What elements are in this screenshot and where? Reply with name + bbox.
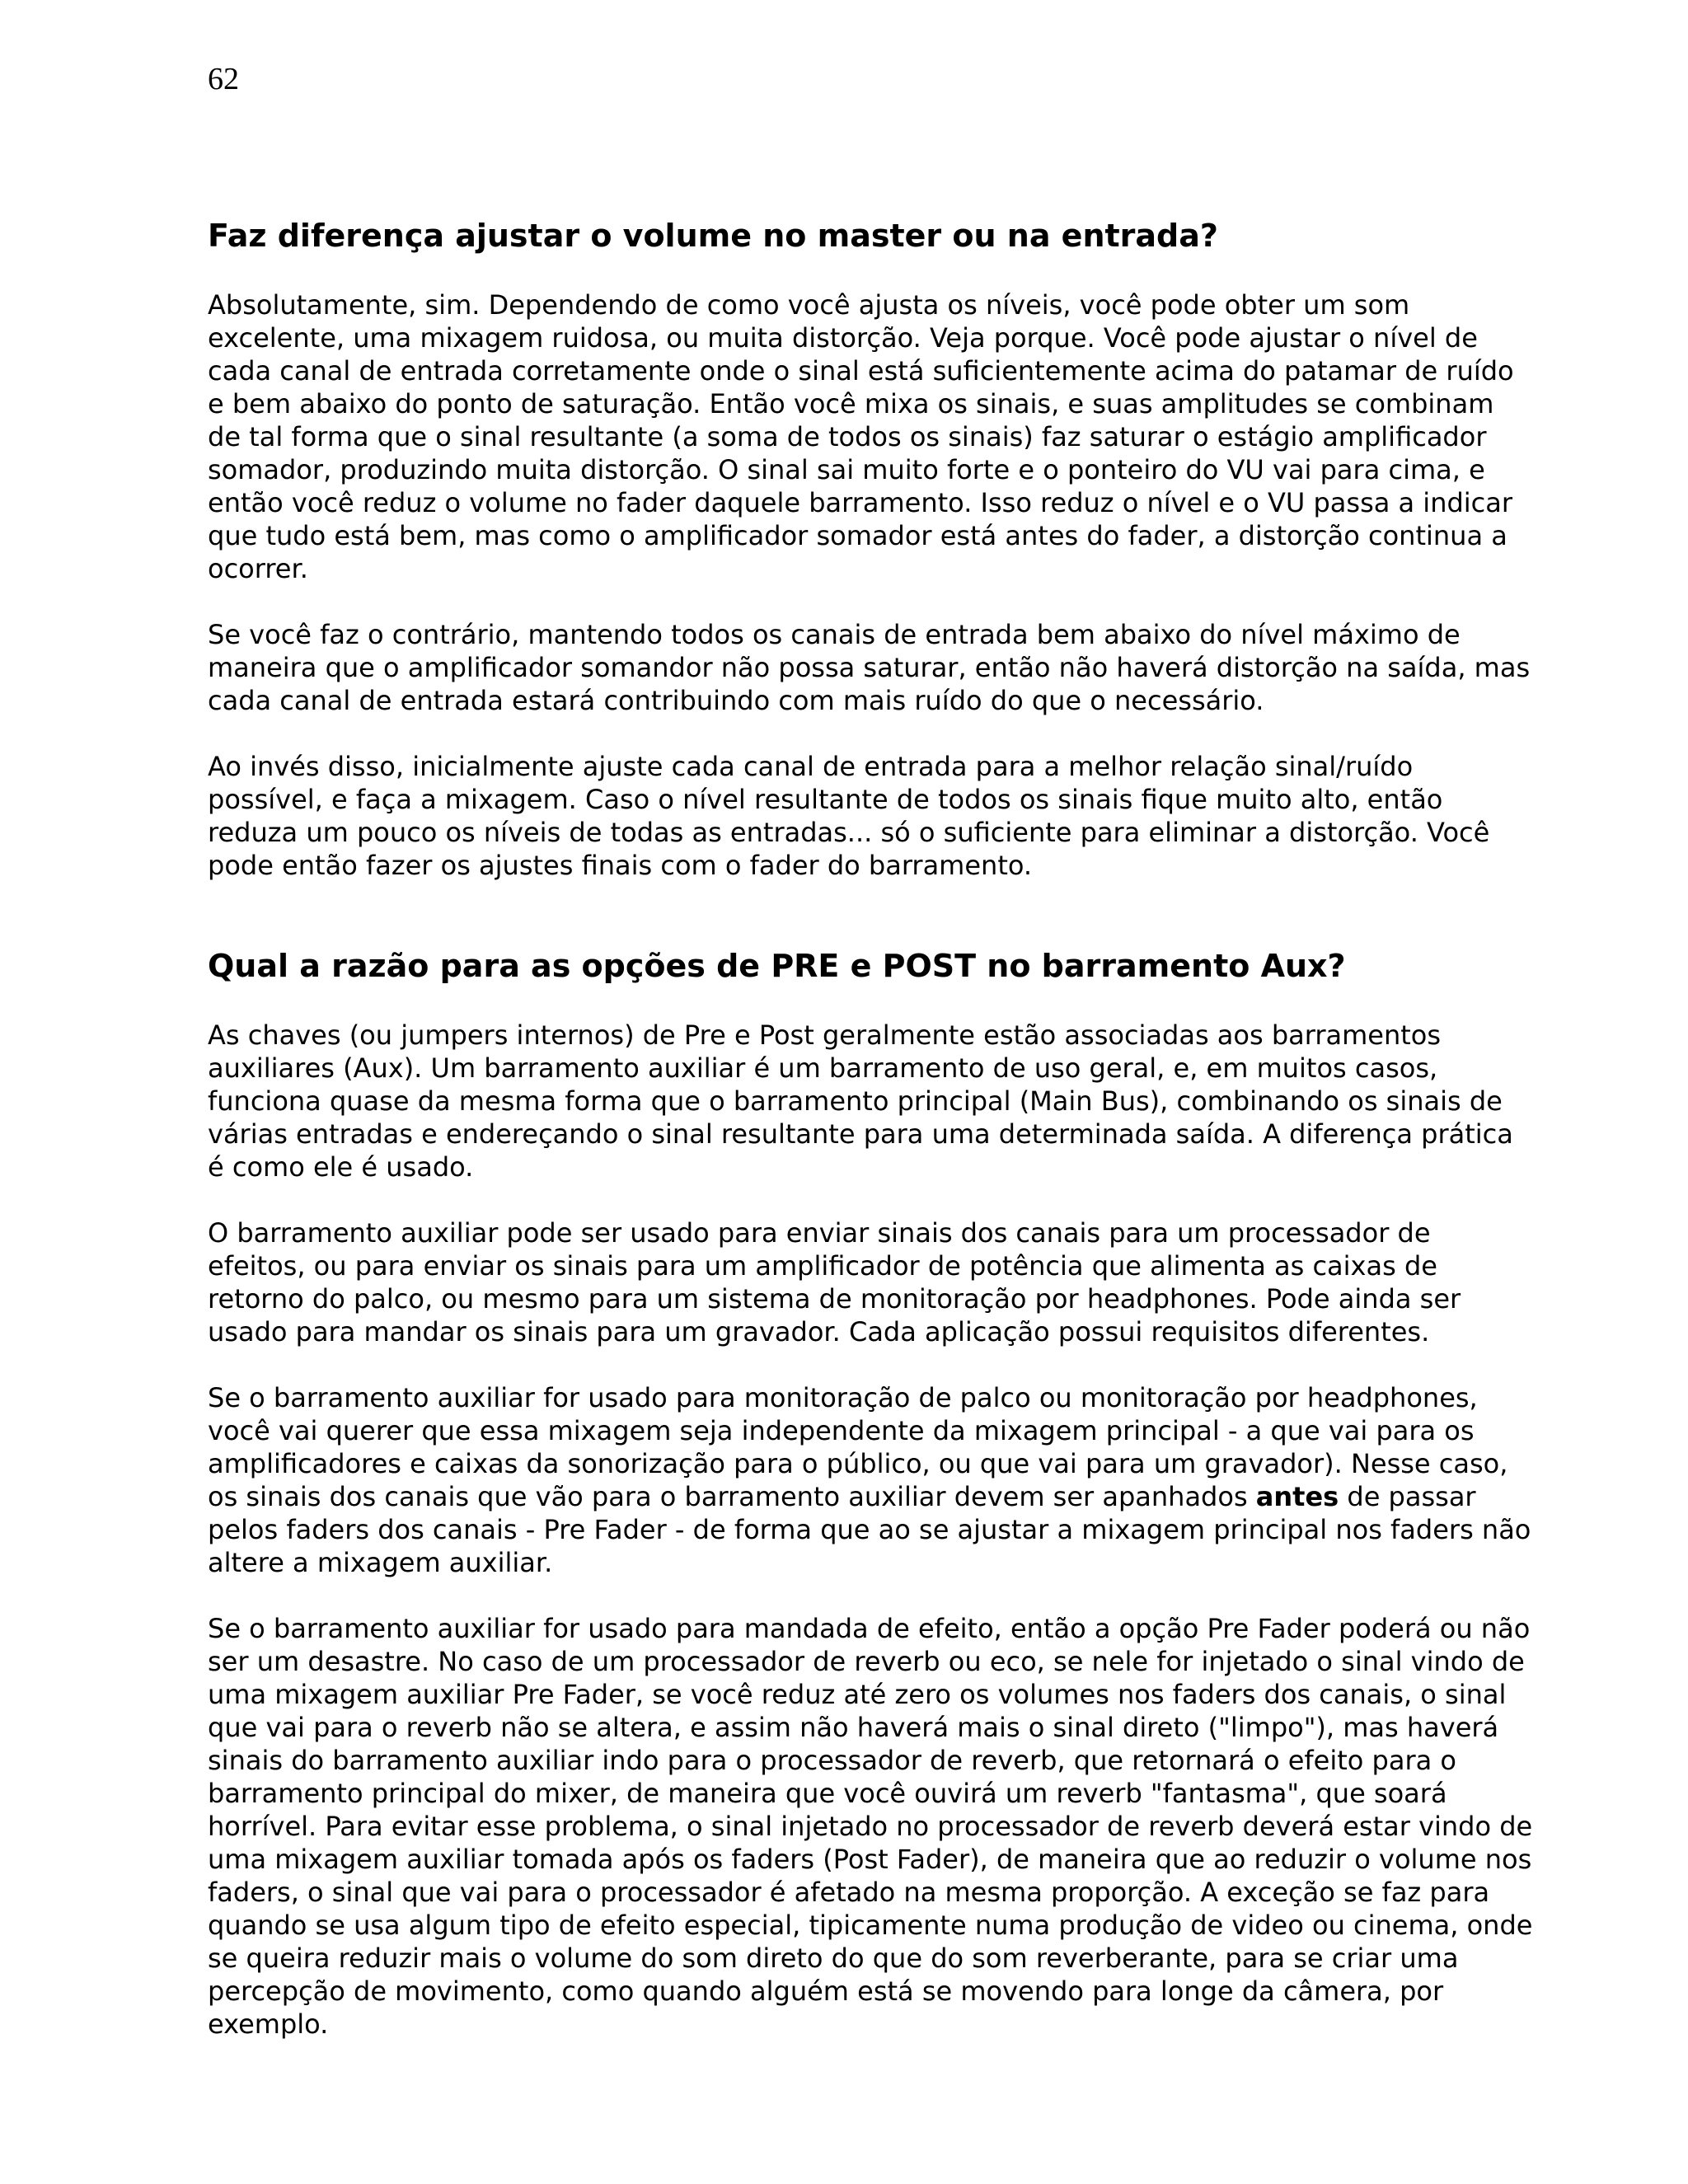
page-number: 62 [208, 62, 239, 96]
paragraph: Se o barramento auxiliar for usado para mandada de efeito, então a opção Pre Fader poderá ou não ser um desastre. No caso de um processador de reverb ou eco, se nele for injetado o sinal vindo de uma mixagem auxiliar Pre Fader, se você reduz até zero os volumes nos faders dos canais, o sinal que vai para o reverb não se altera, e assim não haverá mais o sinal direto ("limpo"), mas haverá sinais do barramento auxiliar indo para o processador de reverb, que retornará o efeito para o barramento principal do mixer, de maneira que você ouvirá um reverb "fantasma", que soará horrível. Para evitar esse problema, o sinal injetado no processador de reverb deverá estar vindo de uma mixagem auxiliar tomada após os faders (Post Fader), de maneira que ao reduzir o volume nos faders, o sinal que vai para o processador é afetado na mesma proporção. A exceção se faz para quando se usa algum tipo de efeito especial, tipicamente numa produção de video ou cinema, onde se queira reduzir mais o volume do som direto do que do som reverberante, para se criar uma percepção de movimento, como quando alguém está se movendo para longe da câmera, por exemplo. [208, 1613, 1533, 2040]
page-body [208, 216, 1535, 2041]
paragraph: As chaves (ou jumpers internos) de Pre e Post geralmente estão associadas aos barramentos auxiliares (Aux). Um barramento auxiliar é um barramento de uso geral, e, em muitos casos, funciona quase da mesma forma que o barramento principal (Main Bus), combinando os sinais de várias entradas e endereçando o sinal resultante para uma determinada saída. A diferença prática é como ele é usado. [208, 1019, 1513, 1183]
emphasis-text: antes [1255, 1481, 1339, 1512]
paragraph-text: de passar pelos faders dos canais - Pre Fader - de forma que ao se ajustar a mixagem principal nos faders não altere a mixagem auxiliar. [208, 1481, 1531, 1578]
section-heading-master-or-input: Faz diferença ajustar o volume no master ou na entrada? [208, 218, 1218, 254]
paragraph: O barramento auxiliar pode ser usado para enviar sinais dos canais para um processador de efeitos, ou para enviar os sinais para um amplificador de potência que alimenta as caixas de retorno do palco, ou mesmo para um sistema de monitoração por headphones. Pode ainda ser usado para mandar os sinais para um gravador. Cada aplicação possui requisitos diferentes. [208, 1217, 1461, 1347]
paragraph-text: Se o barramento auxiliar for usado para monitoração de palco ou monitoração por headphones, você vai querer que essa mixagem seja independente da mixagem principal - a que vai para os amplificadores e caixas da sonorização para o público, ou que vai para um gravador). Nesse caso, os sinais dos canais que vão para o barramento auxiliar devem ser apanhados [208, 1382, 1508, 1512]
paragraph: Se você faz o contrário, mantendo todos os canais de entrada bem abaixo do nível máximo de maneira que o amplificador somandor não possa saturar, então não haverá distorção na saída, mas cada canal de entrada estará contribuindo com mais ruído do que o necessário. [208, 619, 1531, 716]
paragraph: Absolutamente, sim. Dependendo de como você ajusta os níveis, você pode obter um som excelente, uma mixagem ruidosa, ou muita distorção. Veja porque. Você pode ajustar o nível de cada canal de entrada corretamente onde o sinal está suficientemente acima do patamar de ruído e bem abaixo do ponto de saturação. Então você mixa os sinais, e suas amplitudes se combinam de tal forma que o sinal resultante (a soma de todos os sinais) faz saturar o estágio amplificador somador, produzindo muita distorção. O sinal sai muito forte e o ponteiro do VU vai para cima, e então você reduz o volume no fader daquele barramento. Isso reduz o nível e o VU passa a indicar que tudo está bem, mas como o amplificador somador está antes do fader, a distorção continua a ocorrer. [208, 289, 1514, 584]
paragraph: Ao invés disso, inicialmente ajuste cada canal de entrada para a melhor relação sinal/ruído possível, e faça a mixagem. Caso o nível resultante de todos os sinais fique muito alto, então reduza um pouco os níveis de todas as entradas... só o suficiente para eliminar a distorção. Você pode então fazer os ajustes finais com o fader do barramento. [208, 751, 1490, 881]
paragraph [208, 1381, 1535, 1579]
section-heading-pre-post-aux: Qual a razão para as opções de PRE e POST no barramento Aux? [208, 948, 1346, 984]
